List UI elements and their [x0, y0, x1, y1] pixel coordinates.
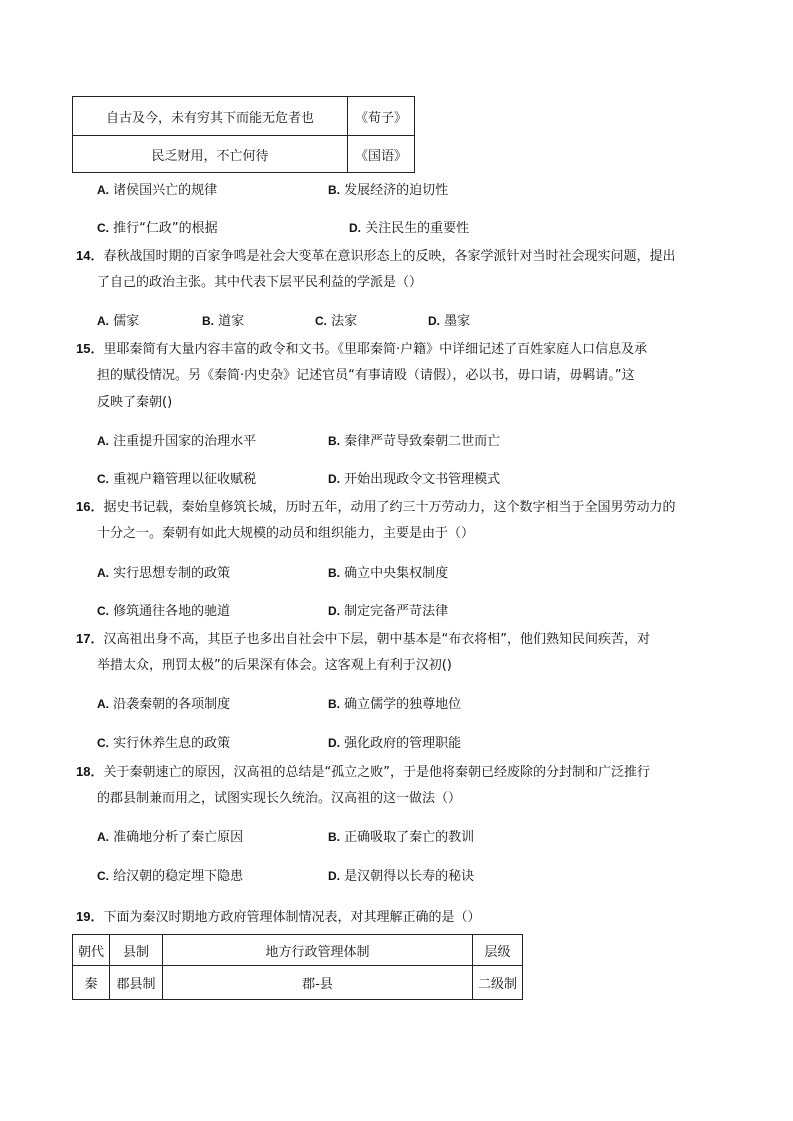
option-text: 诸侯国兴亡的规律 [113, 183, 218, 198]
q13-option-c[interactable] [97, 218, 218, 239]
table-row [73, 136, 415, 173]
q14-option-a[interactable] [97, 311, 139, 332]
option-letter: D. [328, 472, 340, 486]
option-text: 注重提升国家的治理水平 [113, 434, 257, 449]
option-letter: D. [328, 869, 340, 883]
option-text: 确立儒学的独尊地位 [344, 697, 462, 712]
option-text: 正确吸取了秦亡的教训 [344, 830, 475, 845]
q15-option-c[interactable] [97, 469, 256, 490]
admin-system-table [72, 934, 523, 1000]
option-letter: B. [328, 830, 340, 844]
question-text: 里耶秦简有大量内容丰富的政令和文书。《里耶秦简·户籍》中详细记述了百姓家庭人口信息及承 [103, 342, 648, 357]
col-header: 层级 [473, 935, 523, 966]
question-number: 15． [76, 341, 104, 356]
q17-line2: 举措太众，刑罚太极”的后果深有体会。这客观上有利于汉初() [97, 658, 452, 673]
table-cell: 二级制 [473, 966, 523, 1000]
q18-option-a[interactable] [97, 827, 243, 848]
option-text: 实行思想专制的政策 [113, 566, 231, 581]
q16-line1 [76, 497, 675, 518]
option-text: 关注民生的重要性 [365, 221, 470, 236]
q15-option-d[interactable] [328, 469, 500, 490]
question-number: 16． [76, 499, 104, 514]
option-letter: B. [328, 434, 340, 448]
q16-option-b[interactable] [328, 563, 448, 584]
q13-option-d[interactable] [349, 218, 469, 239]
table-row [73, 966, 523, 1000]
option-letter: B. [328, 183, 340, 197]
q13-option-b[interactable] [328, 180, 448, 201]
option-text: 强化政府的管理职能 [344, 736, 462, 751]
q15-option-b[interactable] [328, 431, 500, 452]
question-text: 春秋战国时期的百家争鸣是社会大变革在意识形态上的反映，各家学派针对当时社会现实问题，提出 [103, 249, 676, 264]
q14-option-c[interactable] [315, 311, 357, 332]
q18-option-c[interactable] [97, 866, 243, 887]
table-header-row [73, 935, 523, 966]
option-letter: C. [97, 472, 109, 486]
q18-option-b[interactable] [328, 827, 474, 848]
quote-text: 自古及今，未有穷其下而能无危者也 [73, 97, 348, 136]
option-text: 儒家 [113, 314, 140, 329]
option-letter: A. [97, 830, 109, 844]
option-letter: C. [97, 869, 109, 883]
option-letter: C. [315, 314, 327, 328]
question-number: 18． [76, 764, 104, 779]
table-cell: 秦 [73, 966, 110, 1000]
quote-source: 《国语》 [348, 136, 415, 173]
option-text: 实行休养生息的政策 [113, 736, 231, 751]
option-letter: D. [349, 221, 361, 235]
q18-option-d[interactable] [328, 866, 474, 887]
q19-line1 [76, 907, 480, 928]
option-text: 确立中央集权制度 [344, 566, 449, 581]
question-text: 下面为秦汉时期地方政府管理体制情况表，对其理解正确的是（） [103, 910, 481, 925]
option-text: 修筑通往各地的驰道 [113, 604, 231, 619]
quote-table [72, 96, 415, 173]
q18-line2: 的郡县制兼而用之，试图实现长久统治。汉高祖的这一做法（） [97, 791, 462, 806]
q17-line1 [76, 629, 650, 650]
col-header: 县制 [110, 935, 163, 966]
question-number: 17． [76, 631, 104, 646]
q17-option-b[interactable] [328, 694, 461, 715]
option-letter: D. [428, 314, 440, 328]
q16-line2: 十分之一。秦朝有如此大规模的动员和组织能力，主要是由于（） [97, 526, 475, 541]
q17-option-a[interactable] [97, 694, 230, 715]
quote-text: 民乏财用，不亡何待 [73, 136, 348, 173]
q16-option-d[interactable] [328, 601, 448, 622]
q15-line2: 担的赋役情况。另《秦简·内史杂》记述官员“有事请殴（请假），必以书，毋口请，毋羁请。”这 [97, 368, 635, 383]
option-text: 开始出现政令文书管理模式 [344, 472, 501, 487]
option-letter: A. [97, 566, 109, 580]
q15-line1 [76, 339, 647, 360]
option-letter: A. [97, 314, 109, 328]
option-letter: C. [97, 221, 109, 235]
q15-line3: 反映了秦朝() [97, 395, 173, 410]
q14-line1 [76, 246, 675, 267]
col-header: 地方行政管理体制 [163, 935, 473, 966]
option-text: 制定完备严苛法律 [344, 604, 449, 619]
q16-option-c[interactable] [97, 601, 230, 622]
option-text: 重视户籍管理以征收赋税 [113, 472, 257, 487]
option-text: 准确地分析了秦亡原因 [113, 830, 244, 845]
option-text: 墨家 [444, 314, 471, 329]
option-letter: A. [97, 434, 109, 448]
option-letter: B. [202, 314, 214, 328]
table-cell: 郡县制 [110, 966, 163, 1000]
question-text: 据史书记载，秦始皇修筑长城，历时五年，动用了约三十万劳动力，这个数字相当于全国男劳动力的 [103, 500, 676, 515]
option-text: 推行“仁政”的根据 [113, 221, 218, 236]
q14-option-b[interactable] [202, 311, 244, 332]
q14-option-d[interactable] [428, 311, 470, 332]
q13-option-a[interactable] [97, 180, 217, 201]
option-text: 道家 [218, 314, 245, 329]
quote-source: 《荀子》 [348, 97, 415, 136]
option-letter: B. [328, 697, 340, 711]
option-letter: C. [97, 736, 109, 750]
question-number: 14． [76, 248, 104, 263]
option-text: 法家 [331, 314, 358, 329]
q18-line1 [76, 762, 650, 783]
q15-option-a[interactable] [97, 431, 256, 452]
table-row [73, 97, 415, 136]
option-letter: A. [97, 697, 109, 711]
option-letter: D. [328, 736, 340, 750]
table-cell: 郡-县 [163, 966, 473, 1000]
option-text: 发展经济的迫切性 [344, 183, 449, 198]
q17-option-d[interactable] [328, 733, 461, 754]
option-text: 是汉朝得以长寿的秘诀 [344, 869, 475, 884]
q14-line2: 了自己的政治主张。其中代表下层平民利益的学派是（） [97, 275, 423, 290]
question-number: 19． [76, 909, 104, 924]
option-text: 沿袭秦朝的各项制度 [113, 697, 231, 712]
q17-option-c[interactable] [97, 733, 230, 754]
option-letter: B. [328, 566, 340, 580]
option-text: 秦律严苛导致秦朝二世而亡 [344, 434, 501, 449]
option-letter: C. [97, 604, 109, 618]
col-header: 朝代 [73, 935, 110, 966]
q16-option-a[interactable] [97, 563, 230, 584]
question-text: 汉高祖出身不高，其臣子也多出自社会中下层，朝中基本是“布衣将相”，他们熟知民间疾苦，对 [103, 632, 650, 647]
option-letter: A. [97, 183, 109, 197]
question-text: 关于秦朝速亡的原因，汉高祖的总结是“孤立之败”，于是他将秦朝已经废除的分封制和广泛推行 [103, 765, 650, 780]
option-letter: D. [328, 604, 340, 618]
option-text: 给汉朝的稳定埋下隐患 [113, 869, 244, 884]
